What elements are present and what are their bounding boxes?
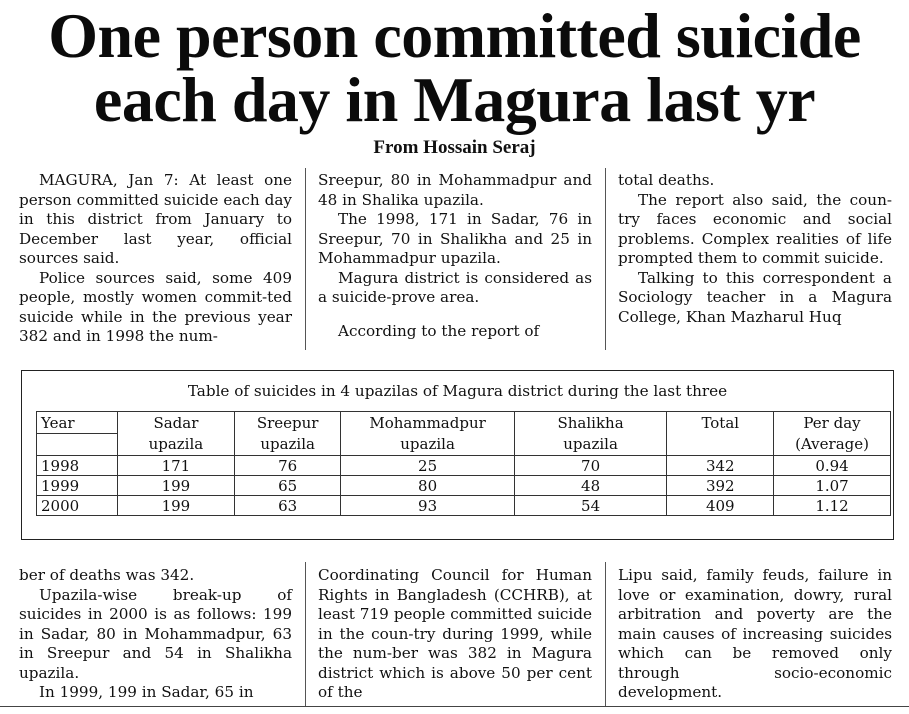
paragraph: Coordinating Council for Human Rights in Bangladesh (CCHRB), at least 719 people committed suicide in the coun-try during 1999, while the num-ber was 382 in Magura district which is above 50 per cent of the <box>318 566 592 701</box>
byline: From Hossain Seraj <box>373 137 536 158</box>
paragraph: According to the report of <box>338 321 540 340</box>
bottom-column-1 <box>19 566 292 703</box>
paragraph: Magura district is considered as a suicide-prove area. <box>318 268 592 306</box>
paragraph: total deaths. <box>618 171 715 189</box>
header-year: Year <box>37 412 118 434</box>
suicide-table <box>36 411 891 516</box>
header-sreepur: Sreepur <box>234 412 341 434</box>
header-sadar: Sadar <box>117 412 234 434</box>
top-column-3 <box>618 171 892 327</box>
top-column-1 <box>19 171 292 347</box>
suicide-table-box <box>21 370 894 540</box>
subheader-total <box>667 434 774 456</box>
subheader-sadar: upazila <box>117 434 234 456</box>
subheader-per-day: (Average) <box>774 434 891 456</box>
headline-line-1: One person committed suicide <box>48 0 861 71</box>
table-subheader-row <box>37 434 891 456</box>
table-cell-year: 2000 <box>37 496 118 516</box>
table-cell: 199 <box>117 496 234 516</box>
table-cell: 76 <box>234 456 341 476</box>
header-mohammadpur: Mohammadpur <box>341 412 514 434</box>
column-divider <box>305 168 306 350</box>
subheader-shalikha: upazila <box>514 434 667 456</box>
table-cell: 171 <box>117 456 234 476</box>
table-cell-year: 1998 <box>37 456 118 476</box>
table-header-row <box>37 412 891 434</box>
table-cell: 342 <box>667 456 774 476</box>
column-divider <box>605 168 606 350</box>
table-cell: 199 <box>117 476 234 496</box>
table-cell: 80 <box>341 476 514 496</box>
subheader-year <box>37 434 118 456</box>
bottom-rule <box>0 706 909 707</box>
table-cell: 1.12 <box>774 496 891 516</box>
table-cell: 63 <box>234 496 341 516</box>
paragraph: Lipu said, family feuds, failure in love or examination, dowry, rural arbitration and poverty are the main causes of increasing suicides which can be removed only through socio-economic development. <box>618 566 892 701</box>
table-cell: 48 <box>514 476 667 496</box>
column-divider <box>605 562 606 706</box>
header-per-day: Per day <box>774 412 891 434</box>
table-cell: 65 <box>234 476 341 496</box>
table-row <box>37 476 891 496</box>
bottom-column-3 <box>618 566 892 703</box>
paragraph: Sreepur, 80 in Mohammadpur and 48 in Shalika upazila. <box>318 171 592 209</box>
header-total: Total <box>667 412 774 434</box>
table-cell: 93 <box>341 496 514 516</box>
paragraph: In 1999, 199 in Sadar, 65 in <box>39 683 254 701</box>
table-cell: 54 <box>514 496 667 516</box>
column-divider <box>305 562 306 706</box>
subheader-mohammadpur: upazila <box>341 434 514 456</box>
paragraph: The 1998, 171 in Sadar, 76 in Sreepur, 70 in Shalikha and 25 in Mohammadpur upazila. <box>318 210 592 267</box>
table-cell-year: 1999 <box>37 476 118 496</box>
paragraph: MAGURA, Jan 7: At least one person committed suicide each day in this district from January to December last year, official sources said. <box>19 171 292 267</box>
top-column-2 <box>318 171 592 341</box>
table-cell: 409 <box>667 496 774 516</box>
paragraph: ber of deaths was 342. <box>19 566 195 584</box>
table-cell: 70 <box>514 456 667 476</box>
table-cell: 0.94 <box>774 456 891 476</box>
table-row <box>37 456 891 476</box>
table-cell: 392 <box>667 476 774 496</box>
paragraph: Police sources said, some 409 people, mostly women commit-ted suicide while in the previous year 382 and in 1998 the num- <box>19 268 292 345</box>
table-cell: 1.07 <box>774 476 891 496</box>
headline-line-2: each day in Magura last yr <box>93 64 816 135</box>
subheader-sreepur: upazila <box>234 434 341 456</box>
paragraph: Talking to this correspondent a Sociology teacher in a Magura College, Khan Mazharul Huq <box>618 268 892 326</box>
paragraph: Upazila-wise break-up of suicides in 2000 is as follows: 199 in Sadar, 80 in Mohammadpur, 63 in Sreepur and 54 in Shalikha upazila. <box>19 585 292 682</box>
table-row <box>37 496 891 516</box>
bottom-column-2 <box>318 566 592 703</box>
paragraph: The report also said, the coun-try faces economic and social problems. Complex realities of life prompted them to commit suicide. <box>618 190 892 267</box>
header-shalikha: Shalikha <box>514 412 667 434</box>
table-title: Table of suicides in 4 upazilas of Magura district during the last three <box>187 382 728 400</box>
headline <box>0 0 909 135</box>
table-cell: 25 <box>341 456 514 476</box>
